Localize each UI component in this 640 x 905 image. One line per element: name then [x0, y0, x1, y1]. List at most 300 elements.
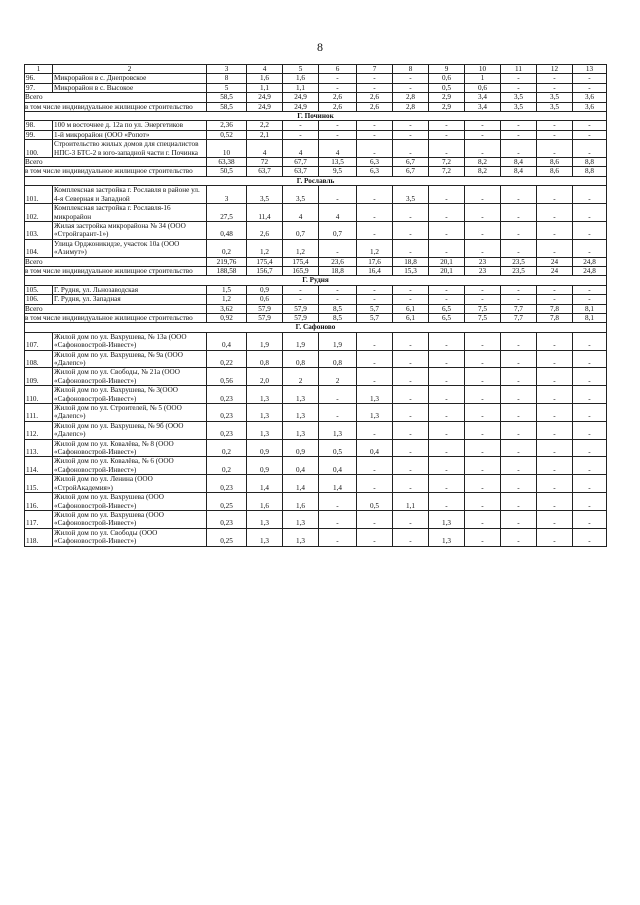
value-cell: 6,3: [357, 167, 393, 176]
value-cell: 2,8: [393, 102, 429, 111]
object-name: Жилой дом по ул. Вахрушева, № 9б (ООО «Далепс»): [53, 421, 207, 439]
value-cell: 2,6: [319, 93, 357, 102]
value-cell: 1,2: [357, 239, 393, 257]
value-cell: 23: [465, 266, 501, 275]
value-cell: -: [573, 350, 607, 368]
value-cell: -: [429, 239, 465, 257]
value-cell: -: [393, 404, 429, 422]
value-cell: 6,7: [393, 158, 429, 167]
row-number: 115.: [25, 475, 53, 493]
value-cell: -: [319, 528, 357, 546]
value-cell: -: [393, 386, 429, 404]
total-label: Всего: [25, 304, 207, 313]
value-cell: -: [429, 439, 465, 457]
value-cell: 7,7: [501, 304, 537, 313]
value-cell: -: [357, 74, 393, 83]
value-cell: 0,4: [357, 439, 393, 457]
object-name: Жилой дом по ул. Ковалёва, № 6 (ООО «Сафоновострой-Инвест»): [53, 457, 207, 475]
value-cell: -: [429, 204, 465, 222]
value-cell: 3: [207, 186, 247, 204]
value-cell: -: [357, 528, 393, 546]
value-cell: -: [501, 386, 537, 404]
value-cell: -: [429, 332, 465, 350]
value-cell: -: [393, 475, 429, 493]
value-cell: 57,9: [283, 304, 319, 313]
value-cell: 7,7: [501, 313, 537, 322]
total-label: в том числе индивидуальное жилищное строительство: [25, 102, 207, 111]
value-cell: 24,9: [283, 93, 319, 102]
value-cell: -: [429, 121, 465, 130]
column-number: 9: [429, 65, 465, 74]
value-cell: 8,6: [537, 167, 573, 176]
value-cell: -: [465, 285, 501, 294]
value-cell: 0,23: [207, 475, 247, 493]
column-number: 8: [393, 65, 429, 74]
value-cell: -: [319, 239, 357, 257]
object-name: Жилой дом по ул. Строителей, № 5 (ООО «Далепс»): [53, 404, 207, 422]
value-cell: -: [537, 404, 573, 422]
object-name: Строительство жилых домов для специалистов НПС-3 БТС-2 в юго-западной части г. Починка: [53, 140, 207, 158]
value-cell: 0,5: [319, 439, 357, 457]
value-cell: 1,6: [283, 74, 319, 83]
value-cell: 1,9: [247, 332, 283, 350]
value-cell: 1,4: [319, 475, 357, 493]
value-cell: -: [465, 457, 501, 475]
total-row: [25, 102, 607, 111]
value-cell: -: [319, 295, 357, 304]
value-cell: -: [537, 368, 573, 386]
value-cell: 72: [247, 158, 283, 167]
table-body: [25, 65, 607, 547]
value-cell: 1,3: [283, 404, 319, 422]
value-cell: -: [573, 130, 607, 139]
row-number: 103.: [25, 221, 53, 239]
table-row: [25, 121, 607, 130]
object-name: Комплексная застройка г. Рославля в районе ул. 4-я Северная и Западной: [53, 186, 207, 204]
value-cell: -: [537, 83, 573, 92]
value-cell: 1,3: [247, 510, 283, 528]
value-cell: -: [393, 204, 429, 222]
value-cell: -: [283, 295, 319, 304]
value-cell: -: [537, 74, 573, 83]
value-cell: 8,1: [573, 304, 607, 313]
table-row: [25, 510, 607, 528]
value-cell: -: [357, 475, 393, 493]
value-cell: 1,9: [319, 332, 357, 350]
column-number: 6: [319, 65, 357, 74]
total-label: Всего: [25, 257, 207, 266]
value-cell: 0,23: [207, 404, 247, 422]
value-cell: -: [537, 528, 573, 546]
value-cell: 0,25: [207, 493, 247, 511]
value-cell: 6,5: [429, 313, 465, 322]
value-cell: 3,5: [247, 186, 283, 204]
row-number: 107.: [25, 332, 53, 350]
total-row: [25, 158, 607, 167]
row-number: 105.: [25, 285, 53, 294]
value-cell: 0,23: [207, 510, 247, 528]
city-name: Г. Рославль: [25, 176, 607, 185]
value-cell: 4: [283, 140, 319, 158]
value-cell: -: [501, 493, 537, 511]
value-cell: 58,5: [207, 93, 247, 102]
row-number: 112.: [25, 421, 53, 439]
value-cell: 3,4: [465, 93, 501, 102]
value-cell: 0,25: [207, 528, 247, 546]
value-cell: 18,8: [319, 266, 357, 275]
value-cell: -: [573, 368, 607, 386]
city-name: Г. Починок: [25, 112, 607, 121]
value-cell: -: [429, 404, 465, 422]
value-cell: -: [537, 140, 573, 158]
value-cell: -: [357, 510, 393, 528]
value-cell: 24,8: [573, 266, 607, 275]
value-cell: 1: [465, 74, 501, 83]
row-number: 101.: [25, 186, 53, 204]
value-cell: -: [319, 130, 357, 139]
value-cell: -: [573, 386, 607, 404]
value-cell: -: [573, 421, 607, 439]
value-cell: 2,6: [319, 102, 357, 111]
value-cell: -: [393, 121, 429, 130]
value-cell: -: [537, 121, 573, 130]
value-cell: -: [501, 186, 537, 204]
value-cell: 7,2: [429, 167, 465, 176]
object-name: Микрорайон в с. Днепровское: [53, 74, 207, 83]
value-cell: 0,23: [207, 386, 247, 404]
value-cell: 1,3: [247, 404, 283, 422]
table-row: [25, 350, 607, 368]
value-cell: 63,7: [247, 167, 283, 176]
value-cell: 2,2: [247, 121, 283, 130]
value-cell: 57,9: [283, 313, 319, 322]
value-cell: 175,4: [247, 257, 283, 266]
total-row: [25, 167, 607, 176]
value-cell: -: [357, 332, 393, 350]
value-cell: -: [393, 510, 429, 528]
value-cell: -: [429, 493, 465, 511]
row-number: 116.: [25, 493, 53, 511]
value-cell: -: [393, 457, 429, 475]
value-cell: -: [573, 493, 607, 511]
value-cell: 13,5: [319, 158, 357, 167]
value-cell: -: [501, 368, 537, 386]
object-name: Жилой дом по ул. Вахрушева, № 9а (ООО «Далепс»): [53, 350, 207, 368]
value-cell: -: [319, 186, 357, 204]
value-cell: -: [283, 121, 319, 130]
value-cell: -: [501, 528, 537, 546]
value-cell: 0,23: [207, 421, 247, 439]
page-number: 8: [317, 40, 323, 54]
value-cell: -: [501, 439, 537, 457]
row-number: 104.: [25, 239, 53, 257]
value-cell: -: [465, 186, 501, 204]
value-cell: 23,5: [501, 257, 537, 266]
value-cell: 1,1: [393, 493, 429, 511]
value-cell: -: [573, 140, 607, 158]
row-number: 97.: [25, 83, 53, 92]
value-cell: -: [465, 239, 501, 257]
value-cell: -: [319, 121, 357, 130]
value-cell: -: [501, 140, 537, 158]
value-cell: 0,6: [247, 295, 283, 304]
value-cell: -: [501, 475, 537, 493]
value-cell: 57,9: [247, 313, 283, 322]
row-number: 98.: [25, 121, 53, 130]
value-cell: 2,9: [429, 102, 465, 111]
table-row: [25, 386, 607, 404]
value-cell: 24: [537, 266, 573, 275]
value-cell: -: [573, 439, 607, 457]
row-number: 108.: [25, 350, 53, 368]
value-cell: -: [501, 457, 537, 475]
value-cell: 3,4: [465, 102, 501, 111]
value-cell: 1,3: [247, 421, 283, 439]
value-cell: 24,9: [247, 93, 283, 102]
value-cell: 1,3: [247, 386, 283, 404]
value-cell: 17,6: [357, 257, 393, 266]
value-cell: 1,3: [283, 386, 319, 404]
value-cell: 1,6: [247, 493, 283, 511]
value-cell: 3,5: [283, 186, 319, 204]
value-cell: -: [429, 457, 465, 475]
value-cell: -: [465, 421, 501, 439]
value-cell: -: [393, 83, 429, 92]
value-cell: 2,0: [247, 368, 283, 386]
value-cell: 8,4: [501, 167, 537, 176]
value-cell: 1,5: [207, 285, 247, 294]
table-row: [25, 204, 607, 222]
value-cell: 8: [207, 74, 247, 83]
value-cell: -: [537, 285, 573, 294]
value-cell: 2,36: [207, 121, 247, 130]
value-cell: -: [537, 510, 573, 528]
value-cell: 188,58: [207, 266, 247, 275]
value-cell: -: [357, 350, 393, 368]
value-cell: -: [393, 350, 429, 368]
value-cell: -: [573, 121, 607, 130]
column-number: 5: [283, 65, 319, 74]
object-name: Жилой дом по ул. Свободы, № 21а (ООО «Сафоновострой-Инвест»): [53, 368, 207, 386]
value-cell: -: [319, 74, 357, 83]
value-cell: -: [429, 221, 465, 239]
value-cell: -: [319, 510, 357, 528]
table-row: [25, 421, 607, 439]
object-name: Жилой дом по ул. Вахрушева (ООО «Сафоновострой-Инвест»): [53, 493, 207, 511]
value-cell: -: [429, 130, 465, 139]
column-number-row: [25, 65, 607, 74]
object-name: Жилой дом по ул. Вахрушева (ООО «Сафоновострой-Инвест»): [53, 510, 207, 528]
object-name: Жилой дом по ул. Свободы (ООО «Сафоновострой-Инвест»): [53, 528, 207, 546]
column-number: 10: [465, 65, 501, 74]
value-cell: -: [465, 510, 501, 528]
value-cell: -: [465, 350, 501, 368]
value-cell: 5,7: [357, 313, 393, 322]
value-cell: 0,4: [319, 457, 357, 475]
value-cell: 3,6: [573, 102, 607, 111]
value-cell: 1,3: [319, 421, 357, 439]
value-cell: 24,9: [283, 102, 319, 111]
value-cell: 1,9: [283, 332, 319, 350]
object-name: 100 м восточнее д. 12а по ул. Энергетиков: [53, 121, 207, 130]
value-cell: 1,3: [357, 404, 393, 422]
value-cell: 8,2: [465, 158, 501, 167]
value-cell: 8,5: [319, 313, 357, 322]
value-cell: -: [465, 204, 501, 222]
value-cell: -: [357, 83, 393, 92]
value-cell: 24,8: [573, 257, 607, 266]
value-cell: 6,3: [357, 158, 393, 167]
value-cell: 1,3: [429, 528, 465, 546]
value-cell: -: [357, 140, 393, 158]
value-cell: 2,1: [247, 130, 283, 139]
value-cell: -: [393, 332, 429, 350]
value-cell: -: [501, 332, 537, 350]
table-row: [25, 221, 607, 239]
object-name: Комплексная застройка г. Рославля-16 микрорайон: [53, 204, 207, 222]
value-cell: 4: [319, 204, 357, 222]
value-cell: 3,5: [393, 186, 429, 204]
value-cell: 0,4: [207, 332, 247, 350]
value-cell: -: [573, 204, 607, 222]
total-label: Всего: [25, 93, 207, 102]
value-cell: -: [537, 475, 573, 493]
value-cell: -: [319, 493, 357, 511]
value-cell: -: [465, 332, 501, 350]
value-cell: 24: [537, 257, 573, 266]
value-cell: 0,92: [207, 313, 247, 322]
value-cell: -: [501, 204, 537, 222]
value-cell: -: [429, 140, 465, 158]
value-cell: 8,2: [465, 167, 501, 176]
value-cell: -: [393, 74, 429, 83]
value-cell: -: [357, 121, 393, 130]
value-cell: -: [537, 239, 573, 257]
value-cell: 2,9: [429, 93, 465, 102]
row-number: 117.: [25, 510, 53, 528]
value-cell: 3,6: [573, 93, 607, 102]
object-name: Жилой дом по ул. Ковалёва, № 8 (ООО «Сафоновострой-Инвест»): [53, 439, 207, 457]
value-cell: -: [319, 404, 357, 422]
value-cell: -: [537, 350, 573, 368]
value-cell: 0,8: [283, 350, 319, 368]
city-header-row: [25, 323, 607, 332]
table-row: [25, 140, 607, 158]
row-number: 118.: [25, 528, 53, 546]
value-cell: -: [393, 295, 429, 304]
value-cell: 0,22: [207, 350, 247, 368]
value-cell: -: [319, 386, 357, 404]
total-row: [25, 304, 607, 313]
total-row: [25, 257, 607, 266]
value-cell: 3,5: [501, 93, 537, 102]
value-cell: 1,2: [247, 239, 283, 257]
object-name: Микрорайон в с. Высокое: [53, 83, 207, 92]
value-cell: 1,4: [247, 475, 283, 493]
row-number: 113.: [25, 439, 53, 457]
value-cell: 1,1: [247, 83, 283, 92]
value-cell: -: [573, 285, 607, 294]
value-cell: 175,4: [283, 257, 319, 266]
value-cell: 1,3: [247, 528, 283, 546]
value-cell: 15,3: [393, 266, 429, 275]
value-cell: 58,5: [207, 102, 247, 111]
value-cell: 156,7: [247, 266, 283, 275]
value-cell: 6,5: [429, 304, 465, 313]
value-cell: -: [573, 457, 607, 475]
value-cell: 1,4: [283, 475, 319, 493]
value-cell: 9,5: [319, 167, 357, 176]
value-cell: 2,6: [357, 93, 393, 102]
value-cell: -: [465, 493, 501, 511]
value-cell: 0,6: [465, 83, 501, 92]
value-cell: -: [501, 239, 537, 257]
value-cell: 10: [207, 140, 247, 158]
value-cell: -: [501, 121, 537, 130]
column-number: 12: [537, 65, 573, 74]
value-cell: -: [537, 204, 573, 222]
housing-table: [24, 64, 607, 547]
value-cell: -: [537, 332, 573, 350]
value-cell: 7,8: [537, 313, 573, 322]
value-cell: 8,8: [573, 158, 607, 167]
row-number: 114.: [25, 457, 53, 475]
value-cell: -: [465, 368, 501, 386]
value-cell: -: [393, 140, 429, 158]
value-cell: 6,7: [393, 167, 429, 176]
object-name: Жилая застройка микрорайона № 34 (ООО «Стройгарант-1»): [53, 221, 207, 239]
value-cell: 0,5: [357, 493, 393, 511]
value-cell: 67,7: [283, 158, 319, 167]
value-cell: 7,8: [537, 304, 573, 313]
value-cell: 5,7: [357, 304, 393, 313]
value-cell: 7,2: [429, 158, 465, 167]
value-cell: 3,5: [537, 93, 573, 102]
city-header-row: [25, 112, 607, 121]
value-cell: 1,1: [283, 83, 319, 92]
value-cell: -: [537, 221, 573, 239]
row-number: 110.: [25, 386, 53, 404]
value-cell: -: [501, 221, 537, 239]
column-number: 7: [357, 65, 393, 74]
value-cell: -: [465, 475, 501, 493]
row-number: 100.: [25, 140, 53, 158]
value-cell: 20,1: [429, 266, 465, 275]
value-cell: -: [319, 83, 357, 92]
table-row: [25, 74, 607, 83]
value-cell: 0,56: [207, 368, 247, 386]
value-cell: 1,3: [357, 386, 393, 404]
city-header-row: [25, 176, 607, 185]
value-cell: 0,9: [247, 457, 283, 475]
value-cell: 1,6: [283, 493, 319, 511]
value-cell: 16,4: [357, 266, 393, 275]
value-cell: -: [537, 295, 573, 304]
value-cell: 3,5: [537, 102, 573, 111]
value-cell: -: [501, 83, 537, 92]
value-cell: -: [393, 239, 429, 257]
value-cell: 8,8: [573, 167, 607, 176]
table-row: [25, 404, 607, 422]
value-cell: -: [465, 121, 501, 130]
table-row: [25, 130, 607, 139]
value-cell: -: [465, 386, 501, 404]
value-cell: -: [501, 510, 537, 528]
value-cell: 6,1: [393, 304, 429, 313]
table-row: [25, 493, 607, 511]
value-cell: -: [357, 285, 393, 294]
value-cell: -: [537, 421, 573, 439]
